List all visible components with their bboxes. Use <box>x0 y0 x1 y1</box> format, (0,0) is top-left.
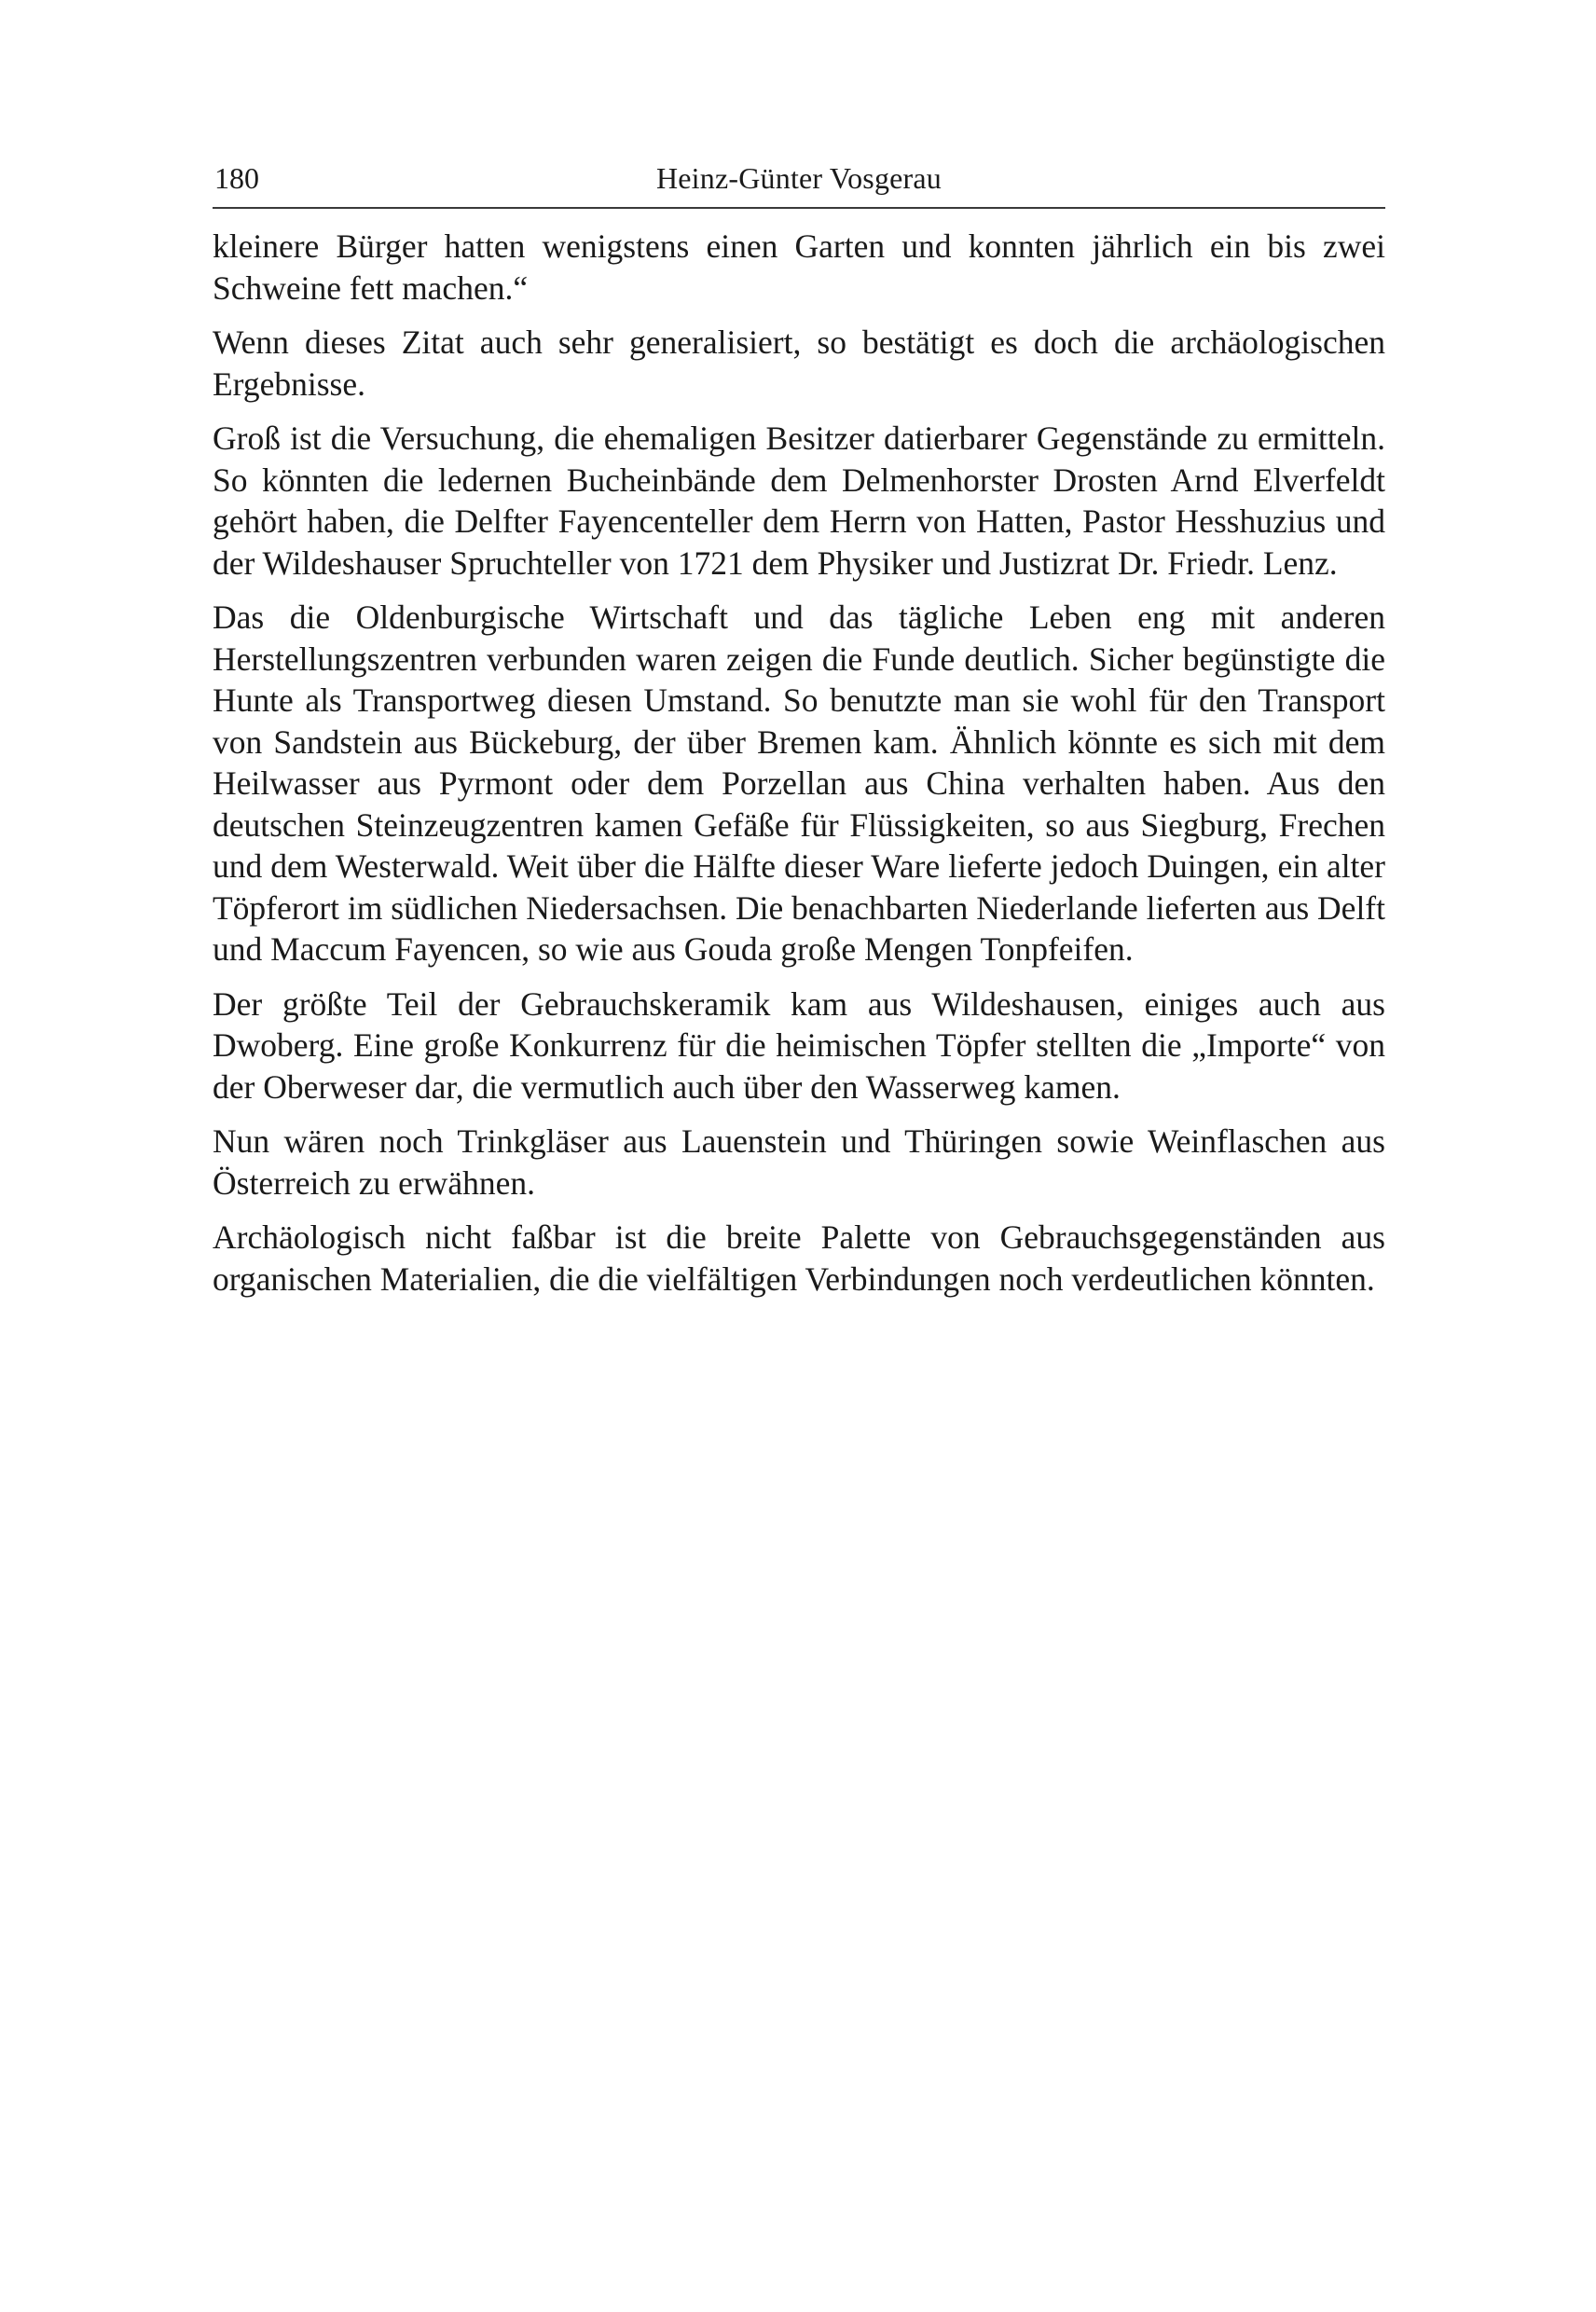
paragraph-5: Der größte Teil der Gebrauchskeramik kam aus Wildeshausen, einiges auch aus Dwoberg. Eine große Konkurrenz für die heimischen Töpfer stellten die „Importe“ von der Oberweser dar, die vermutlich auch über den Wasserweg kamen. <box>213 984 1385 1106</box>
running-head <box>213 149 1385 209</box>
paragraph-4: Das die Oldenburgische Wirtschaft und das tägliche Leben eng mit anderen Herstellungszentren verbunden waren zeigen die Funde deutlich. Sicher begünstigte die Hunte als Transportweg diesen Umstand. So benutzte man sie wohl für den Transport von Sandstein aus Bückeburg, der über Bremen kam. Ähnlich könnte es sich mit dem Heilwasser aus Pyrmont oder dem Porzellan aus China verhalten haben. Aus den deutschen Steinzeugzentren kamen Gefäße für Flüssigkeiten, so aus Siegburg, Frechen und dem Westerwald. Weit über die Hälfte dieser Ware lieferte jedoch Duingen, ein alter Töpferort im südlichen Niedersachsen. Die benachbarten Niederlande lieferten aus Delft und Maccum Fayencen, so wie aus Gouda große Mengen Tonpfeifen. <box>213 599 1385 968</box>
body-text <box>213 226 1385 1300</box>
paragraph-2: Wenn dieses Zitat auch sehr generalisiert, so bestätigt es doch die archäologischen Ergebnisse. <box>213 323 1385 403</box>
paragraph-7: Archäologisch nicht faßbar ist die breite Palette von Gebrauchsgegenständen aus organischen Materialien, die die vielfältigen Verbindungen noch verdeutlichen könnten. <box>213 1218 1385 1298</box>
paragraph-3: Groß ist die Versuchung, die ehemaligen Besitzer datierbarer Gegenstände zu ermitteln. So könnten die ledernen Bucheinbände dem Delmenhorster Drosten Arnd Elverfeldt gehört haben, die Delfter Fayencenteller dem Herrn von Hatten, Pastor Hesshuzius und der Wildeshauser Spruchteller von 1721 dem Physiker und Justizrat Dr. Friedr. Lenz. <box>213 420 1385 582</box>
page-number: 180 <box>214 161 259 195</box>
book-page <box>213 149 1385 2200</box>
paragraph-1: kleinere Bürger hatten wenigstens einen Garten und konnten jährlich ein bis zwei Schweine fett machen.“ <box>213 227 1385 307</box>
paragraph-6: Nun wären noch Trinkgläser aus Lauenstein und Thüringen sowie Weinflaschen aus Österreich zu erwähnen. <box>213 1122 1385 1202</box>
running-head-author: Heinz-Günter Vosgerau <box>655 161 942 195</box>
